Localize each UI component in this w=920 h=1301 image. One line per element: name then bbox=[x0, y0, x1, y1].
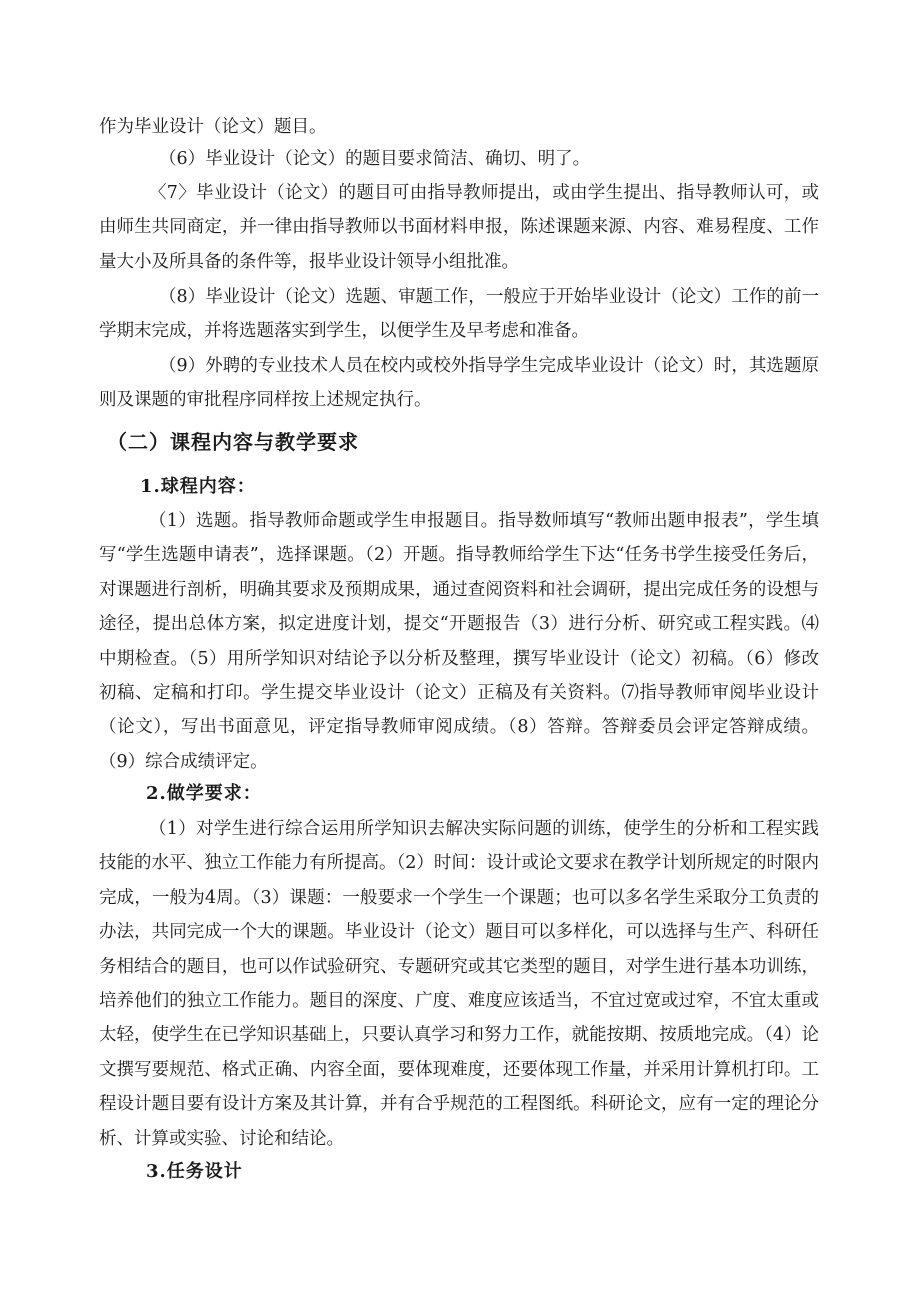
paragraph-item-9: （9）外聘的专业技术人员在校内或校外指导学生完成毕业设计（论文）时，其选题原则及课题的审批程序同样按上述规定执行。 bbox=[99, 356, 819, 411]
paragraph-teaching-requirements: （1）对学生进行综合运用所学知识去解决实际问题的训练，使学生的分析和工程实践技能的水平、独立工作能力有所提高。（2）时间：设计或论文要求在教学计划所规定的时限内完成，一般为4周。（3）课题：一般要求一个学生一个课题；也可以多名学生采取分工负责的办法，共同完成一个大的课题。毕业设计（论文）题目可以多样化，可以选择与生产、科研任务相结合的题目，也可以作试验研究、专题研究或其它类型的题目，对学生进行基本功训练，培养他们的独立工作能力。题目的深度、广度、难度应该适当，不宜过宽或过窄，不宜太重或太轻，使学生在已学知识基础上，只要认真学习和努力工作，就能按期、按质地完成。（4）论文撰写要规范、格式正确、内容全面，要体现难度，还要体现工作量，并采用计算机打印。工程设计题目要有设计方案及其计算，并有合乎规范的工程图纸。科研论文，应有一定的理论分析、计算或实验、讨论和结论。 bbox=[99, 819, 819, 1149]
subheading-teaching-requirements: 2.做学要求： bbox=[146, 783, 262, 804]
paragraph-top: 作为毕业设计（论文）题目。 bbox=[99, 117, 327, 137]
section-heading: （二）课程内容与教学要求 bbox=[107, 430, 359, 454]
paragraph-item-8: （8）毕业设计（论文）选题、审题工作，一般应于开始毕业设计（论文）工作的前一学期末完成，并将选题落实到学生，以便学生及早考虑和准备。 bbox=[99, 287, 819, 342]
subheading-course-content: 1.球程内容： bbox=[140, 476, 256, 497]
paragraph-course-content: （1）选题。指导教师命题或学生申报题目。指导数师填写“教师出题申报表”，学生填写“学生选题申请表”，选择课题。（2）开题。指导教师给学生下达“任务书学生接受任务后，对课题进行剖析，明确其要求及预期成果，通过查阅资料和社会调研，提出完成任务的设想与途径，提出总体方案，拟定进度计划，提交“开题报告（3）进行分析、研究或工程实践。⑷中期检查。（5）用所学知识对结论予以分析及整理，撰写毕业设计（论文）初稿。（6）修改初稿、定稿和打印。学生提交毕业设计（论文）正稿及有关资料。⑺指导教师审阅毕业设计（论文），写出书面意见，评定指导教师审阅成绩。（8）答辩。答辩委员会评定答辩成绩。（9）综合成绩评定。 bbox=[99, 511, 819, 772]
subheading-task-design: 3.任务设计 bbox=[146, 1161, 243, 1182]
paragraph-item-6: （6）毕业设计（论文）的题目要求简洁、确切、明了。 bbox=[159, 149, 591, 169]
paragraph-item-7: 〈7〉毕业设计（论文）的题目可由指导教师提出，或由学生提出、指导教师认可，或由师生共同商定，并一律由指导教师以书面材料申报，陈述课题来源、内容、难易程度、工作量大小及所具备的条件等，报毕业设计领导小组批准。 bbox=[99, 183, 819, 272]
